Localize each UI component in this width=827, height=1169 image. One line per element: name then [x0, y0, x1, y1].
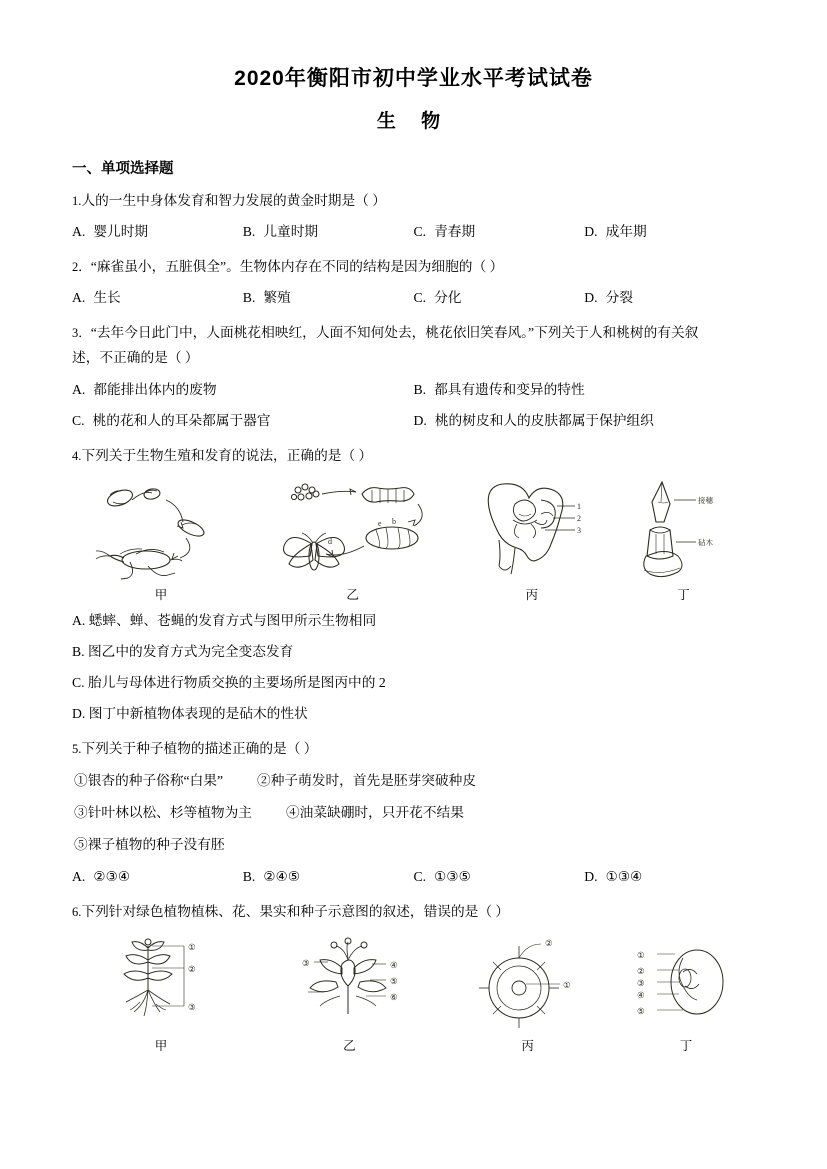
- question-5-stem: [72, 736, 755, 761]
- flower-structure-diagram: [274, 934, 424, 1034]
- option-text: 桃的花和人的耳朵都属于器官: [92, 413, 271, 429]
- figure-label-1: ①: [636, 949, 645, 960]
- question-5-option-c[interactable]: [414, 865, 585, 890]
- option-text: 婴儿时期: [93, 224, 149, 240]
- figure-caption-jia-q6: 甲: [154, 1038, 168, 1053]
- question-5-option-b[interactable]: [243, 865, 414, 890]
- question-5-options: [72, 865, 755, 890]
- figure-caption-bing-q6: 丙: [521, 1038, 534, 1053]
- question-2-options: [72, 286, 755, 311]
- option-label: D.: [413, 413, 427, 429]
- question-3-number: 3．: [72, 326, 91, 340]
- question-6-figures: [72, 934, 755, 1054]
- figure-caption-yi-q6: 乙: [343, 1038, 356, 1053]
- question-3-option-c[interactable]: [72, 409, 414, 434]
- option-text: 儿童时期: [263, 224, 319, 240]
- option-label: A.: [72, 290, 86, 306]
- option-label: B.: [242, 868, 256, 884]
- question-2-number: 2．: [72, 260, 91, 274]
- question-1-options: [72, 220, 755, 245]
- question-3-option-a[interactable]: [72, 378, 414, 403]
- question-6-number: 6.: [72, 904, 82, 919]
- question-2-option-b[interactable]: [243, 286, 414, 311]
- plant-structure-diagram: [86, 934, 236, 1034]
- question-2-option-c[interactable]: [414, 286, 585, 311]
- figure-label-3: ③: [188, 1001, 196, 1012]
- figure-ding-q6: [631, 934, 741, 1054]
- figure-caption-bing: 丙: [525, 588, 539, 603]
- question-3-stem-line2: 述，不正确的是（ ）: [72, 350, 199, 366]
- option-label: C.: [413, 224, 427, 240]
- question-1-option-c[interactable]: [414, 220, 585, 245]
- question-1-option-b[interactable]: [243, 220, 414, 245]
- question-3-option-b[interactable]: [414, 378, 756, 403]
- figure-yi-q4: [268, 478, 438, 603]
- question-2: [72, 254, 755, 311]
- option-label: A.: [72, 868, 86, 884]
- figure-label-3: 3: [577, 526, 582, 536]
- page-subtitle: 生 物: [376, 111, 451, 132]
- figure-label-2: 2: [577, 514, 582, 524]
- option-text: ②③④: [93, 868, 131, 884]
- question-2-option-d[interactable]: [584, 286, 755, 311]
- option-label: C.: [413, 868, 427, 884]
- question-2-text: “麻雀虽小，五脏俱全”。生物体内存在不同的结构是因为细胞的（ ）: [90, 259, 504, 274]
- question-5-statement-row-2: [72, 800, 755, 826]
- question-4-stem: [72, 443, 755, 468]
- figure-ding-q4: [626, 478, 741, 603]
- statement-1: ①银杏的种子俗称“白果”: [74, 772, 224, 788]
- question-3-options-row2: [72, 409, 755, 434]
- option-label: C.: [413, 290, 427, 306]
- question-4-text: 下列关于生物生殖和发育的说法，正确的是（ ）: [81, 448, 373, 463]
- question-1-number: 1.: [72, 194, 82, 208]
- question-5-text: 下列关于种子植物的描述正确的是（ ）: [81, 741, 318, 757]
- question-4-number: 4.: [72, 449, 82, 463]
- question-5-number: 5.: [72, 742, 82, 757]
- question-1-text: 人的一生中身体发育和智力发展的黄金时期是（ ）: [81, 193, 386, 208]
- question-2-stem: [72, 254, 755, 279]
- question-5-statement-row-3: [72, 832, 755, 858]
- question-3: [72, 320, 755, 434]
- question-5-option-a[interactable]: [72, 865, 243, 890]
- option-text: 青春期: [434, 224, 476, 240]
- question-4-option-c[interactable]: C. 胎儿与母体进行物质交换的主要场所是图丙中的 2: [72, 675, 386, 691]
- option-label: B.: [413, 381, 427, 397]
- figure-label-4: ④: [636, 989, 645, 1000]
- option-text: ①③④: [605, 868, 643, 884]
- fruit-cross-section-diagram: [463, 934, 593, 1034]
- question-3-options-row1: [72, 378, 755, 403]
- option-text: 繁殖: [263, 290, 291, 306]
- figure-label-b: b: [391, 517, 396, 527]
- question-2-option-a[interactable]: [72, 286, 243, 311]
- option-label: A.: [72, 224, 86, 240]
- seed-structure-diagram: [631, 934, 741, 1034]
- figure-yi-q6: [274, 934, 424, 1054]
- question-5-statement-row-1: [72, 768, 755, 794]
- figure-label-stock: 砧木: [697, 538, 713, 548]
- question-6-text: 下列针对绿色植物植株、花、果实和种子示意图的叙述，错误的是（ ）: [81, 903, 510, 919]
- figure-label-1: ①: [562, 979, 571, 990]
- figure-caption-ding: 丁: [677, 588, 690, 603]
- figure-jia-q6: [86, 934, 236, 1054]
- option-text: 桃的树皮和人的皮肤都属于保护组织: [434, 413, 654, 429]
- page-title: 2020年衡阳市初中学业水平考试试卷: [234, 67, 593, 90]
- question-6-stem: [72, 899, 755, 924]
- statement-3: ③针叶林以松、杉等植物为主: [74, 804, 252, 820]
- figure-bing-q6: [463, 934, 593, 1054]
- question-4-option-d[interactable]: D. 图丁中新植物体表现的是砧木的性状: [72, 706, 308, 722]
- option-text: 都能排出体内的废物: [93, 381, 217, 397]
- question-1-stem: [72, 188, 755, 213]
- option-text: ①③⑤: [434, 868, 471, 884]
- grafting-diagram: [626, 478, 741, 583]
- figure-caption-ding-q6: 丁: [679, 1038, 693, 1053]
- option-text: ②④⑤: [263, 868, 301, 884]
- question-3-stem: [72, 320, 755, 345]
- question-4-option-a[interactable]: A. 蟋蟀、蝉、苍蝇的发育方式与图甲所示生物相同: [72, 613, 377, 629]
- figure-label-1: 1: [577, 502, 582, 512]
- option-label: D.: [584, 290, 598, 306]
- question-1-option-d[interactable]: [584, 220, 755, 245]
- figure-label-2: ②: [636, 965, 645, 976]
- question-1-option-a[interactable]: [72, 220, 243, 245]
- option-text: 成年期: [605, 224, 647, 240]
- option-label: C.: [72, 413, 85, 429]
- section-heading: 一、单项选择题: [72, 161, 174, 177]
- figure-caption-yi: 乙: [346, 588, 359, 603]
- figure-label-5: ⑤: [390, 975, 398, 986]
- question-6: [72, 899, 755, 1054]
- figure-label-2: ②: [544, 937, 553, 948]
- question-3-option-d[interactable]: [414, 409, 756, 434]
- option-label: D.: [584, 224, 598, 240]
- question-4: [72, 443, 755, 727]
- figure-label-1: ①: [188, 941, 196, 952]
- statement-5: ⑤裸子植物的种子没有胚: [74, 836, 225, 852]
- moth-lifecycle-diagram: [268, 478, 438, 583]
- question-4-option-b[interactable]: B. 图乙中的发育方式为完全变态发育: [72, 644, 294, 660]
- figure-label-3: ③: [636, 977, 645, 988]
- option-text: 分化: [434, 290, 462, 306]
- option-text: 都具有遗传和变异的特性: [434, 381, 585, 397]
- figure-label-scion: 接穗: [697, 496, 713, 506]
- question-3-text: “去年今日此门中，人面桃花相映红，人面不知何处去，桃花依旧笑春风。”下列关于人和桃树的有关叙: [90, 325, 699, 340]
- figure-bing-q4: [469, 478, 594, 603]
- statement-2: ②种子萌发时，首先是胚芽突破种皮: [257, 772, 477, 788]
- figure-label-e: e: [377, 519, 382, 529]
- option-label: A.: [72, 381, 86, 397]
- grasshopper-lifecycle-diagram: [86, 478, 236, 583]
- question-5: [72, 736, 755, 889]
- figure-label-5: ⑤: [636, 1005, 645, 1016]
- figure-label-4: ④: [390, 959, 398, 970]
- question-5-option-d[interactable]: [584, 865, 755, 890]
- question-4-figures: [72, 478, 755, 603]
- figure-label-6: ⑥: [390, 991, 398, 1002]
- option-label: B.: [242, 290, 256, 306]
- figure-caption-jia: 甲: [154, 588, 168, 603]
- question-1: [72, 188, 755, 245]
- option-label: D.: [584, 868, 598, 884]
- statement-4: ④油菜缺硼时，只开花不结果: [285, 804, 464, 820]
- option-label: B.: [242, 224, 256, 240]
- figure-label-3: ③: [302, 957, 310, 968]
- figure-label-d: d: [327, 537, 332, 547]
- fetus-uterus-diagram: [469, 478, 594, 583]
- figure-label-2: ②: [188, 963, 196, 974]
- figure-jia-q4: [86, 478, 236, 603]
- option-text: 生长: [93, 290, 121, 306]
- option-text: 分裂: [605, 290, 633, 306]
